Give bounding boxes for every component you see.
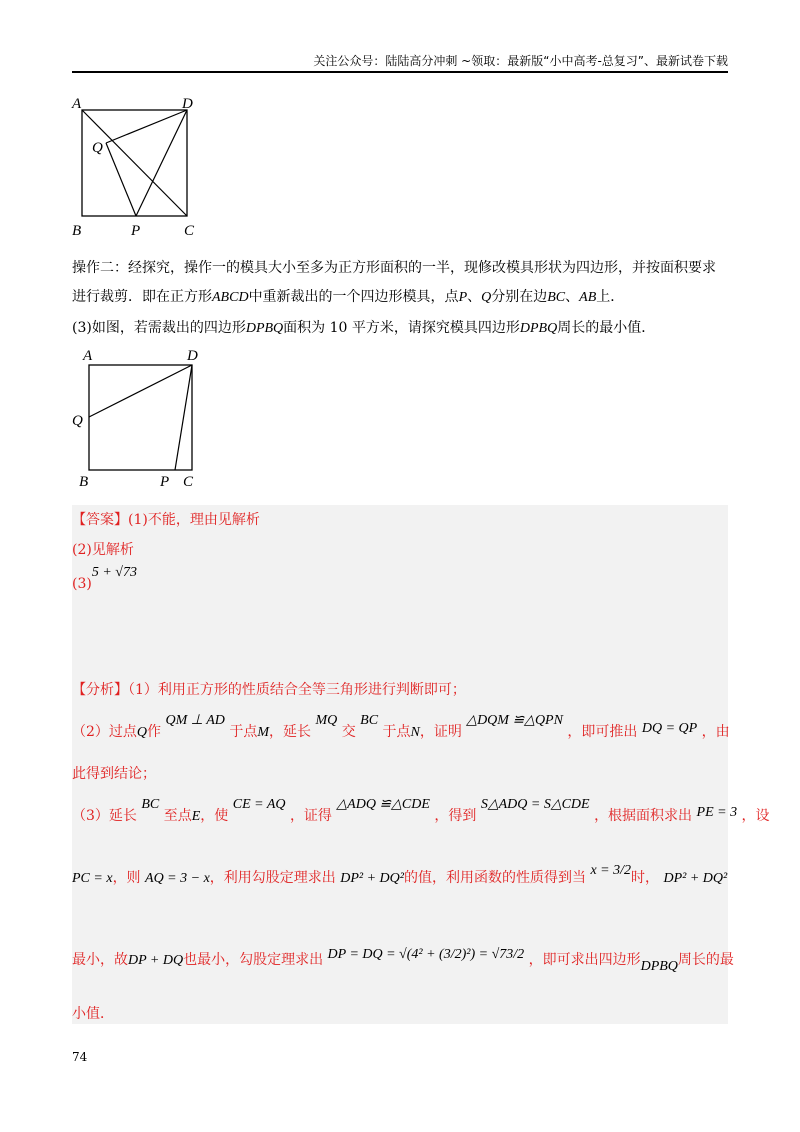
question3-line: (3)如图，若需裁出的四边形DPBQ面积为 10 平方米，请探究模具四边形DPBQ周长的最小值． — [72, 320, 656, 336]
analysis-line-4: （3）延长 BC 至点E，使 CE = AQ ，证得 △ADQ ≌△CDE ，得到 S△ADQ = S△CDE ，根据面积求出 PE = 3 ，设 — [72, 797, 770, 824]
analysis-line-1: 【分析】（1）利用正方形的性质结合全等三角形进行判断即可； — [72, 682, 466, 698]
label-Q: Q — [92, 140, 103, 156]
analysis-line-2: （2）过点Q作 QM ⊥ AD 于点M，延长 MQ 交 BC 于点N，证明 △DQM ≌△QPN ，即可推出 DQ = QP ，由 — [72, 713, 730, 740]
figure-square-2 — [70, 345, 210, 495]
label-Q: Q — [72, 413, 83, 429]
analysis-line-5: PC = x，则 AQ = 3 − x，利用勾股定理求出 DP² + DQ²的值，利用函数的性质得到当 x = 3/2时， DP² + DQ² — [72, 863, 728, 886]
label-B: B — [79, 474, 89, 490]
analysis-line-6: 最小，故DP + DQ也最小，勾股定理求出 DP = DQ = √(4² + (3/2)²) = √73/2 ，即可求出四边形DPBQ周长的最 — [72, 947, 734, 974]
answer-line-2: (2)见解析 — [72, 542, 134, 558]
label-C: C — [184, 223, 195, 239]
page-header: 关注公众号：陆陆高分冲刺 ~领取：最新版“小中高考-总复习”、最新试卷下载 — [313, 54, 728, 68]
analysis-line-3: 此得到结论； — [72, 766, 156, 782]
label-A: A — [72, 96, 82, 112]
label-D: D — [187, 348, 198, 364]
label-A: A — [83, 348, 93, 364]
answer-line-3: (3)5 + √73 — [72, 565, 137, 592]
label-P: P — [160, 474, 170, 490]
operation2-line2: 进行裁剪．即在正方形ABCD中重新裁出的一个四边形模具，点P、Q分别在边BC、AB上． — [72, 289, 625, 305]
label-P: P — [131, 223, 141, 239]
label-C: C — [183, 474, 194, 490]
analysis-line-7: 小值． — [72, 1006, 114, 1022]
label-D: D — [182, 96, 193, 112]
header-rule — [72, 71, 728, 73]
operation2-line1: 操作二：经探究，操作一的模具大小至多为正方形面积的一半，现修改模具形状为四边形，并按面积要求 — [72, 260, 716, 276]
answer-line-1: 【答案】(1)不能，理由见解析 — [72, 512, 260, 528]
page-number: 74 — [72, 1050, 88, 1064]
label-B: B — [72, 223, 82, 239]
figure-square-1 — [70, 92, 210, 242]
